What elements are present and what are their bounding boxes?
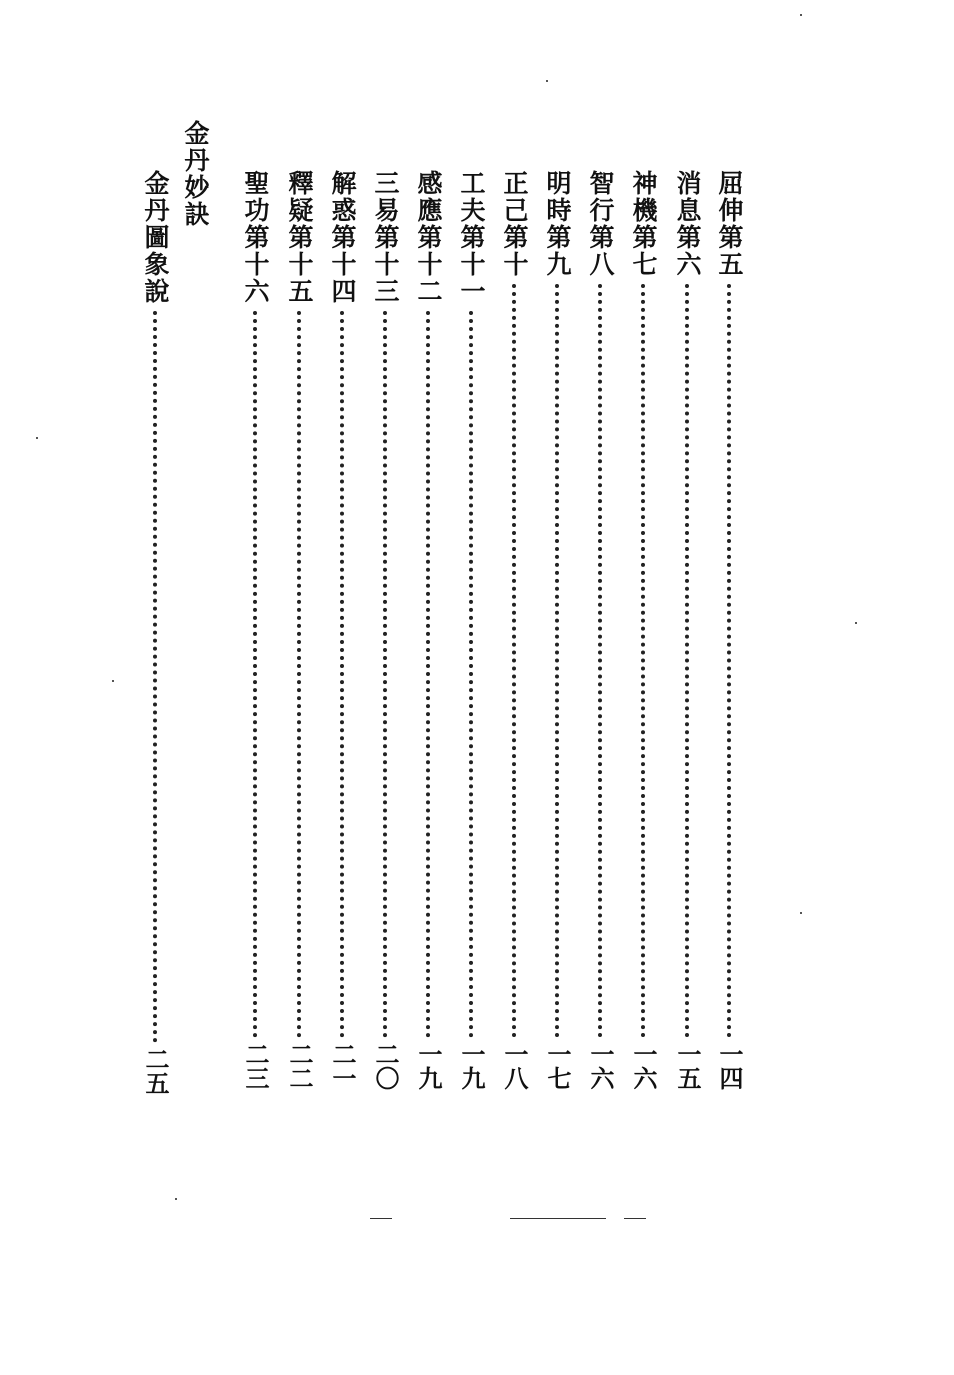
- entry-page: 一七: [543, 1042, 572, 1090]
- entry-page: 一六: [586, 1042, 615, 1090]
- footer-dash: [370, 1218, 392, 1219]
- toc-entry[interactable]: [628, 170, 658, 1090]
- entry-title: 屈伸第五: [715, 170, 744, 278]
- footer-dash: [510, 1218, 606, 1219]
- scan-speck: [36, 437, 38, 439]
- entry-title: 聖功第十六: [241, 170, 270, 305]
- entry-title: 明時第九: [543, 170, 572, 278]
- entry-title: 消息第六: [673, 170, 702, 278]
- toc-entry[interactable]: [456, 170, 486, 1090]
- entry-page: 一九: [457, 1042, 486, 1090]
- entry-title: 三易第十三: [371, 170, 400, 305]
- scan-speck: [546, 80, 548, 82]
- entry-page: 一五: [673, 1042, 702, 1090]
- toc-entry[interactable]: [672, 170, 702, 1090]
- toc-entry[interactable]: [585, 170, 615, 1090]
- footer-rule: [370, 1212, 650, 1224]
- toc-entry[interactable]: [370, 170, 400, 1090]
- scan-speck: [800, 912, 802, 914]
- dot-leader: [426, 311, 430, 1038]
- dot-leader: [153, 311, 157, 1043]
- entry-page: 一四: [715, 1042, 744, 1090]
- entry-title: 感應第十二: [414, 170, 443, 305]
- toc-entry[interactable]: [413, 170, 443, 1090]
- entry-title: 正己第十: [500, 170, 529, 278]
- entry-title: 解惑第十四: [328, 170, 357, 305]
- entry-title: 工夫第十一: [457, 170, 486, 305]
- entry-page: 二五: [141, 1047, 170, 1095]
- scan-speck: [800, 14, 802, 16]
- entry-page: 二二: [285, 1042, 314, 1090]
- section-title: 金丹妙訣: [181, 120, 210, 228]
- dot-leader: [469, 311, 473, 1038]
- entry-page: 一九: [414, 1042, 443, 1090]
- toc-entry[interactable]: [240, 170, 270, 1090]
- scan-speck: [175, 1198, 177, 1200]
- toc-entry[interactable]: [284, 170, 314, 1090]
- toc-entry[interactable]: [714, 170, 744, 1090]
- footer-dash: [624, 1218, 646, 1219]
- toc-entry[interactable]: [140, 170, 170, 1095]
- scan-speck: [112, 680, 114, 682]
- dot-leader: [340, 311, 344, 1038]
- entry-page: 一六: [629, 1042, 658, 1090]
- dot-leader: [253, 311, 257, 1038]
- dot-leader: [383, 311, 387, 1038]
- toc-entry[interactable]: [542, 170, 572, 1090]
- dot-leader: [598, 284, 602, 1038]
- dot-leader: [512, 284, 516, 1038]
- toc-entry[interactable]: [327, 170, 357, 1090]
- dot-leader: [297, 311, 301, 1038]
- dot-leader: [555, 284, 559, 1038]
- entry-title: 智行第八: [586, 170, 615, 278]
- dot-leader: [685, 284, 689, 1038]
- entry-page: 二〇: [371, 1042, 400, 1090]
- entry-title: 釋疑第十五: [285, 170, 314, 305]
- dot-leader: [727, 284, 731, 1038]
- entry-page: 二一: [328, 1042, 357, 1090]
- scan-speck: [855, 622, 857, 624]
- entry-page: 一八: [500, 1042, 529, 1090]
- dot-leader: [641, 284, 645, 1038]
- entry-page: 二三: [241, 1042, 270, 1090]
- entry-title: 金丹圖象說: [141, 170, 170, 305]
- entry-title: 神機第七: [629, 170, 658, 278]
- toc-entry[interactable]: [499, 170, 529, 1090]
